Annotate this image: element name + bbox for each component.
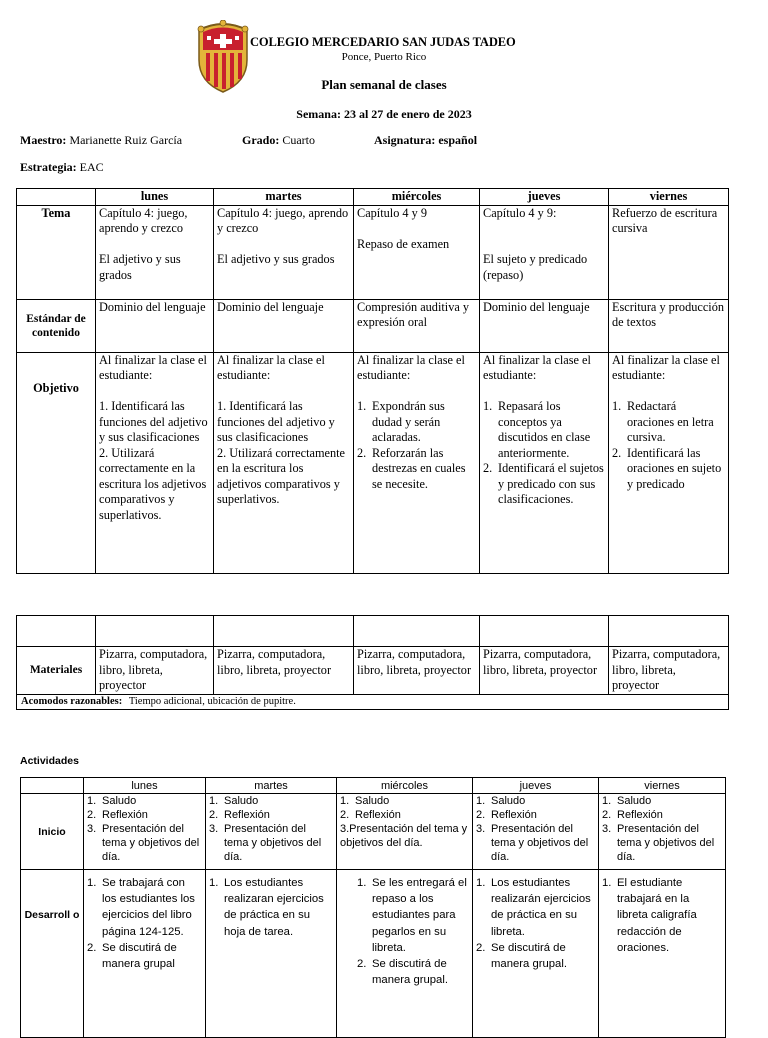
objetivo-row [17, 352, 729, 573]
objetivo-cell: Al finalizar la clase el estudiante: 1. Redactará oraciones en letra cursiva. 2. Identificará las oraciones en sujeto y predicado [609, 352, 729, 573]
corner-cell [17, 189, 96, 206]
day-header: lunes [96, 189, 214, 206]
materiales-cell: Pizarra, computadora, libro, libreta, proyector [480, 647, 609, 695]
teacher-label: Maestro: [20, 133, 67, 147]
inicio-cell: 1. Saludo 2. Reflexión 3. Presentación del tema y objetivos del día. [206, 794, 337, 870]
subject-label: Asignatura: [374, 133, 436, 147]
materials-blank-row [17, 616, 729, 647]
objetivo-cell: Al finalizar la clase el estudiante: 1. Identificará las funciones del adjetivo y sus clasificaciones 2. Utilizará correctamente en la escritura los adjetivos comparativos y superlativos. [214, 352, 354, 573]
week-label: Semana: 23 al 27 de enero de 2023 [296, 107, 472, 121]
tema-cell: Capítulo 4: juego, aprendo y crezco El adjetivo y sus grados [214, 205, 354, 299]
row-label-desarrollo: Desarroll o [21, 870, 84, 1038]
corner-cell [21, 778, 84, 794]
desarrollo-cell: 1. Los estudiantes realizaran ejercicios de práctica en su hoja de tarea. [206, 870, 337, 1038]
acomodos-value: Tiempo adicional, ubicación de pupitre. [128, 695, 296, 707]
row-label-inicio: Inicio [21, 794, 84, 870]
tema-cell: Capítulo 4 y 9: El sujeto y predicado (repaso) [480, 205, 609, 299]
materiales-cell: Pizarra, computadora, libro, libreta, proyector [354, 647, 480, 695]
estandar-cell: Dominio del lenguaje [96, 299, 214, 352]
acomodos-row [17, 694, 729, 709]
tema-cell: Refuerzo de escritura cursiva [609, 205, 729, 299]
day-header: viernes [599, 778, 726, 794]
strategy-value: EAC [79, 160, 104, 174]
desarrollo-row [21, 870, 726, 1038]
strategy-info [20, 160, 104, 175]
desarrollo-cell: 1. El estudiante trabajará en la libreta caligrafía redacción de oraciones. [599, 870, 726, 1038]
estandar-row [17, 299, 729, 352]
materiales-row [17, 647, 729, 695]
tema-row [17, 205, 729, 299]
tema-cell: Capítulo 4: juego, aprendo y crezco El adjetivo y sus grados [96, 205, 214, 299]
day-header: viernes [609, 189, 729, 206]
day-header: martes [206, 778, 337, 794]
row-label-objetivo: Objetivo [17, 352, 96, 573]
acomodos-label: Acomodos razonables: [21, 695, 123, 707]
subject-info [374, 133, 477, 148]
day-header: miércoles [337, 778, 473, 794]
objetivo-cell: Al finalizar la clase el estudiante: 1. Repasará los conceptos ya discutidos en clase anteriormente. 2. Identificará el sujetos y predicado con sus clasificaciones. [480, 352, 609, 573]
day-header: jueves [480, 189, 609, 206]
day-header: lunes [84, 778, 206, 794]
desarrollo-cell: 1. Se trabajará con los estudiantes los ejercicios del libro página 124-125. 2. Se discutirá de manera grupal [84, 870, 206, 1038]
grade-label: Grado: [242, 133, 280, 147]
activities-table [20, 777, 726, 1038]
tema-cell: Capítulo 4 y 9 Repaso de examen [354, 205, 480, 299]
teacher-name: Marianette Ruiz García [69, 133, 183, 147]
subject-value: español [438, 133, 478, 147]
objetivo-cell: Al finalizar la clase el estudiante: 1. Expondrán sus dudad y serán aclaradas. 2. Reforzarán las destrezas en cuales se necesite. [354, 352, 480, 573]
strategy-label: Estrategia: [20, 160, 77, 174]
estandar-cell: Dominio del lenguaje [214, 299, 354, 352]
materials-table [16, 615, 729, 710]
day-header: martes [214, 189, 354, 206]
inicio-cell: 1. Saludo 2. Reflexión 3.Presentación del tema y objetivos del día. [337, 794, 473, 870]
inicio-cell: 1. Saludo 2. Reflexión 3. Presentación del tema y objetivos del día. [599, 794, 726, 870]
inicio-cell: 1. Saludo 2. Reflexión 3. Presentación del tema y objetivos del día. [84, 794, 206, 870]
materiales-cell: Pizarra, computadora, libro, libreta, proyector [214, 647, 354, 695]
row-label-tema: Tema [17, 205, 96, 299]
day-header: jueves [473, 778, 599, 794]
objetivo-cell: Al finalizar la clase el estudiante: 1. Identificará las funciones del adjetivo y sus clasificaciones 2. Utilizará correctamente en la escritura los adjetivos comparativos y superlativos. [96, 352, 214, 573]
plan-table [16, 188, 729, 574]
school-location: Ponce, Puerto Rico [341, 51, 427, 63]
plan-header-row [17, 189, 729, 206]
school-name: COLEGIO MERCEDARIO SAN JUDAS TADEO [250, 35, 516, 49]
teacher-info [20, 133, 182, 148]
materiales-cell: Pizarra, computadora, libro, libreta, proyector [609, 647, 729, 695]
grade-info [242, 133, 315, 148]
grade-value: Cuarto [282, 133, 316, 147]
desarrollo-cell: 1. Los estudiantes realizarán ejercicios de práctica en su libreta. 2. Se discutirá de manera grupal. [473, 870, 599, 1038]
document-title: Plan semanal de clases [321, 77, 447, 92]
row-label-materiales: Materiales [17, 647, 96, 695]
activities-header-row [21, 778, 726, 794]
desarrollo-cell: 1. Se les entregará el repaso a los estudiantes para pegarlos en su libreta. 2. Se discutirá de manera grupal. [337, 870, 473, 1038]
materiales-cell: Pizarra, computadora, libro, libreta, proyector [96, 647, 214, 695]
inicio-cell: 1. Saludo 2. Reflexión 3. Presentación del tema y objetivos del día. [473, 794, 599, 870]
estandar-cell: Compresión auditiva y expresión oral [354, 299, 480, 352]
row-label-estandar: Estándar de contenido [17, 299, 96, 352]
estandar-cell: Dominio del lenguaje [480, 299, 609, 352]
estandar-cell: Escritura y producción de textos [609, 299, 729, 352]
inicio-row [21, 794, 726, 870]
actividades-heading: Actividades [20, 755, 79, 767]
day-header: miércoles [354, 189, 480, 206]
